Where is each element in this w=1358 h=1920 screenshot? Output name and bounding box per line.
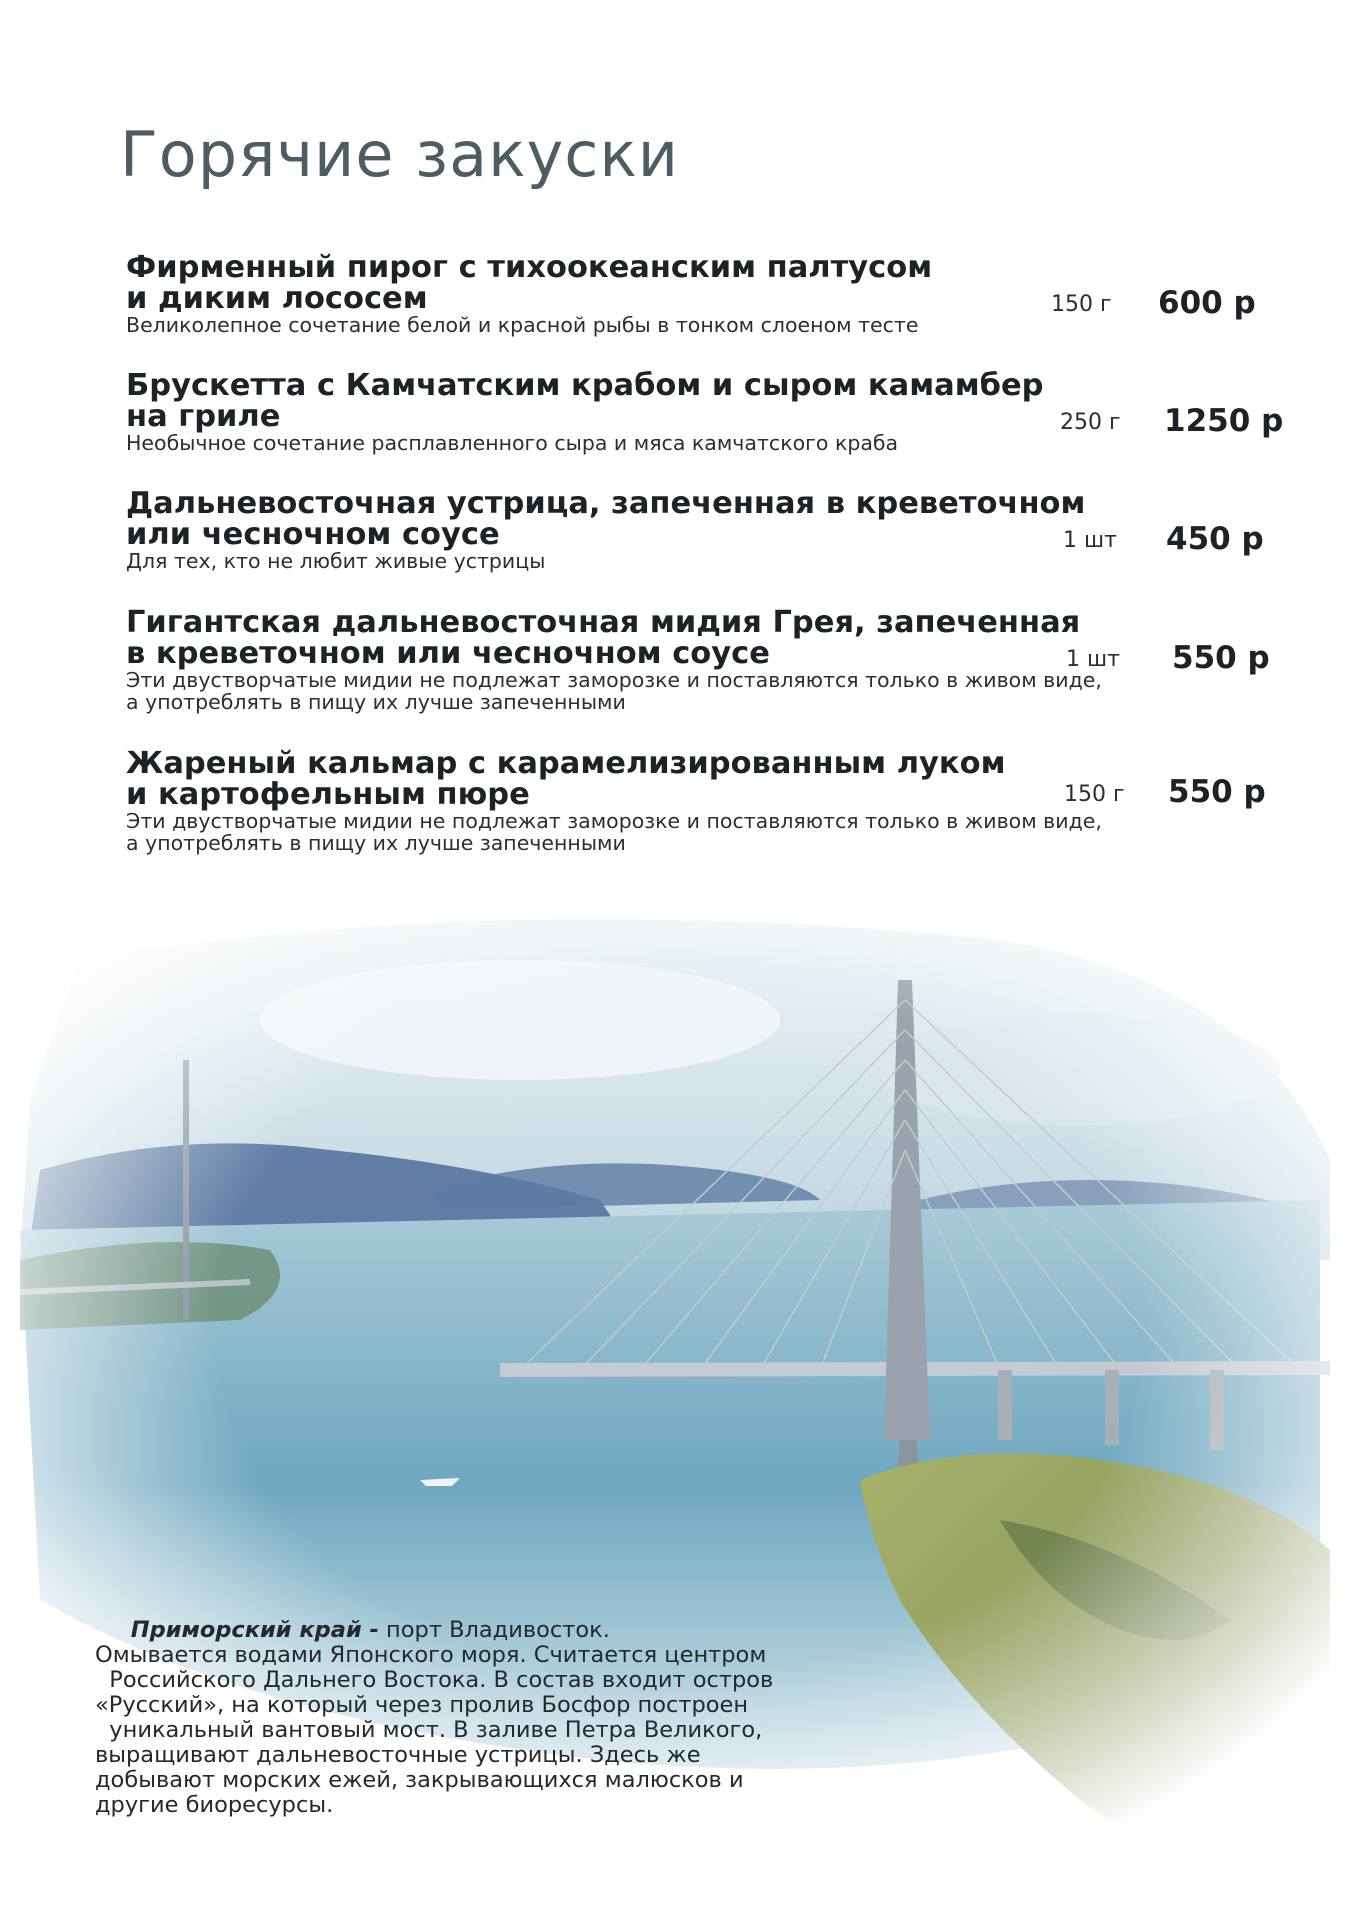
item-name: Фирменный пирог с тихоокеанским палтусом [126, 250, 933, 285]
menu-item [126, 488, 1276, 572]
item-name: Гигантская дальневосточная мидия Грея, запеченная [126, 605, 1081, 640]
region-caption [95, 1618, 865, 1818]
item-weight: 250 г [1060, 410, 1121, 435]
caption-line: уникальный вантовый мост. В заливе Петра Великого, [95, 1717, 763, 1743]
item-name: в креветочном или чесночном соусе [126, 636, 770, 671]
page-title: Горячие закуски [120, 118, 680, 191]
caption-line: Омывается водами Японского моря. Считается центром [95, 1642, 767, 1668]
item-weight: 150 г [1064, 782, 1125, 807]
menu-item [126, 252, 1276, 336]
item-name: и диким лососем [126, 281, 428, 316]
item-name: или чесночном соусе [126, 517, 500, 552]
caption-line: добывают морских ежей, закрывающихся малюсков и [95, 1767, 744, 1793]
item-price: 450 р [1166, 521, 1264, 557]
caption-line: выращивают дальневосточные устрицы. Здесь же [95, 1742, 701, 1768]
item-weight: 1 шт [1063, 528, 1117, 553]
menu-item [126, 748, 1276, 854]
caption-lead-rest: порт Владивосток. [378, 1617, 610, 1643]
item-description: Необычное сочетание расплавленного сыра и мяса камчатского краба [126, 431, 899, 455]
item-price: 550 р [1168, 774, 1266, 810]
caption-lead: Приморский край - [130, 1617, 379, 1643]
item-price: 550 р [1172, 640, 1270, 676]
caption-line: другие биоресурсы. [95, 1792, 334, 1818]
item-description: Великолепное сочетание белой и красной рыбы в тонком слоеном тесте [126, 313, 919, 337]
caption-line: Российского Дальнего Востока. В состав входит остров [95, 1667, 774, 1693]
item-name: на гриле [126, 399, 281, 434]
item-price: 1250 р [1164, 403, 1284, 439]
item-name: Дальневосточная устрица, запеченная в креветочном [126, 486, 1086, 521]
item-description: Для тех, кто не любит живые устрицы [126, 549, 546, 573]
item-description: а употреблять в пищу их лучше запеченными [126, 690, 626, 714]
menu-item [126, 368, 1284, 455]
item-name: Брускетта с Камчатским крабом и сыром камамбер [126, 368, 1044, 403]
item-description: Эти двустворчатые мидии не подлежат заморозке и поставляются только в живом виде, [126, 668, 1102, 692]
item-description: Эти двустворчатые мидии не подлежат заморозке и поставляются только в живом виде, [126, 809, 1102, 833]
item-price: 600 р [1158, 285, 1256, 321]
item-name: Жареный кальмар с карамелизированным луком [126, 746, 1006, 781]
item-description: а употреблять в пищу их лучше запеченными [126, 831, 626, 855]
caption-line: «Русский», на который через пролив Босфор построен [95, 1692, 749, 1718]
item-weight: 1 шт [1066, 647, 1120, 672]
caption-lead-line [95, 1618, 865, 1643]
item-weight: 150 г [1051, 292, 1112, 317]
item-name: и картофельным пюре [126, 777, 530, 812]
menu-item [126, 607, 1276, 713]
